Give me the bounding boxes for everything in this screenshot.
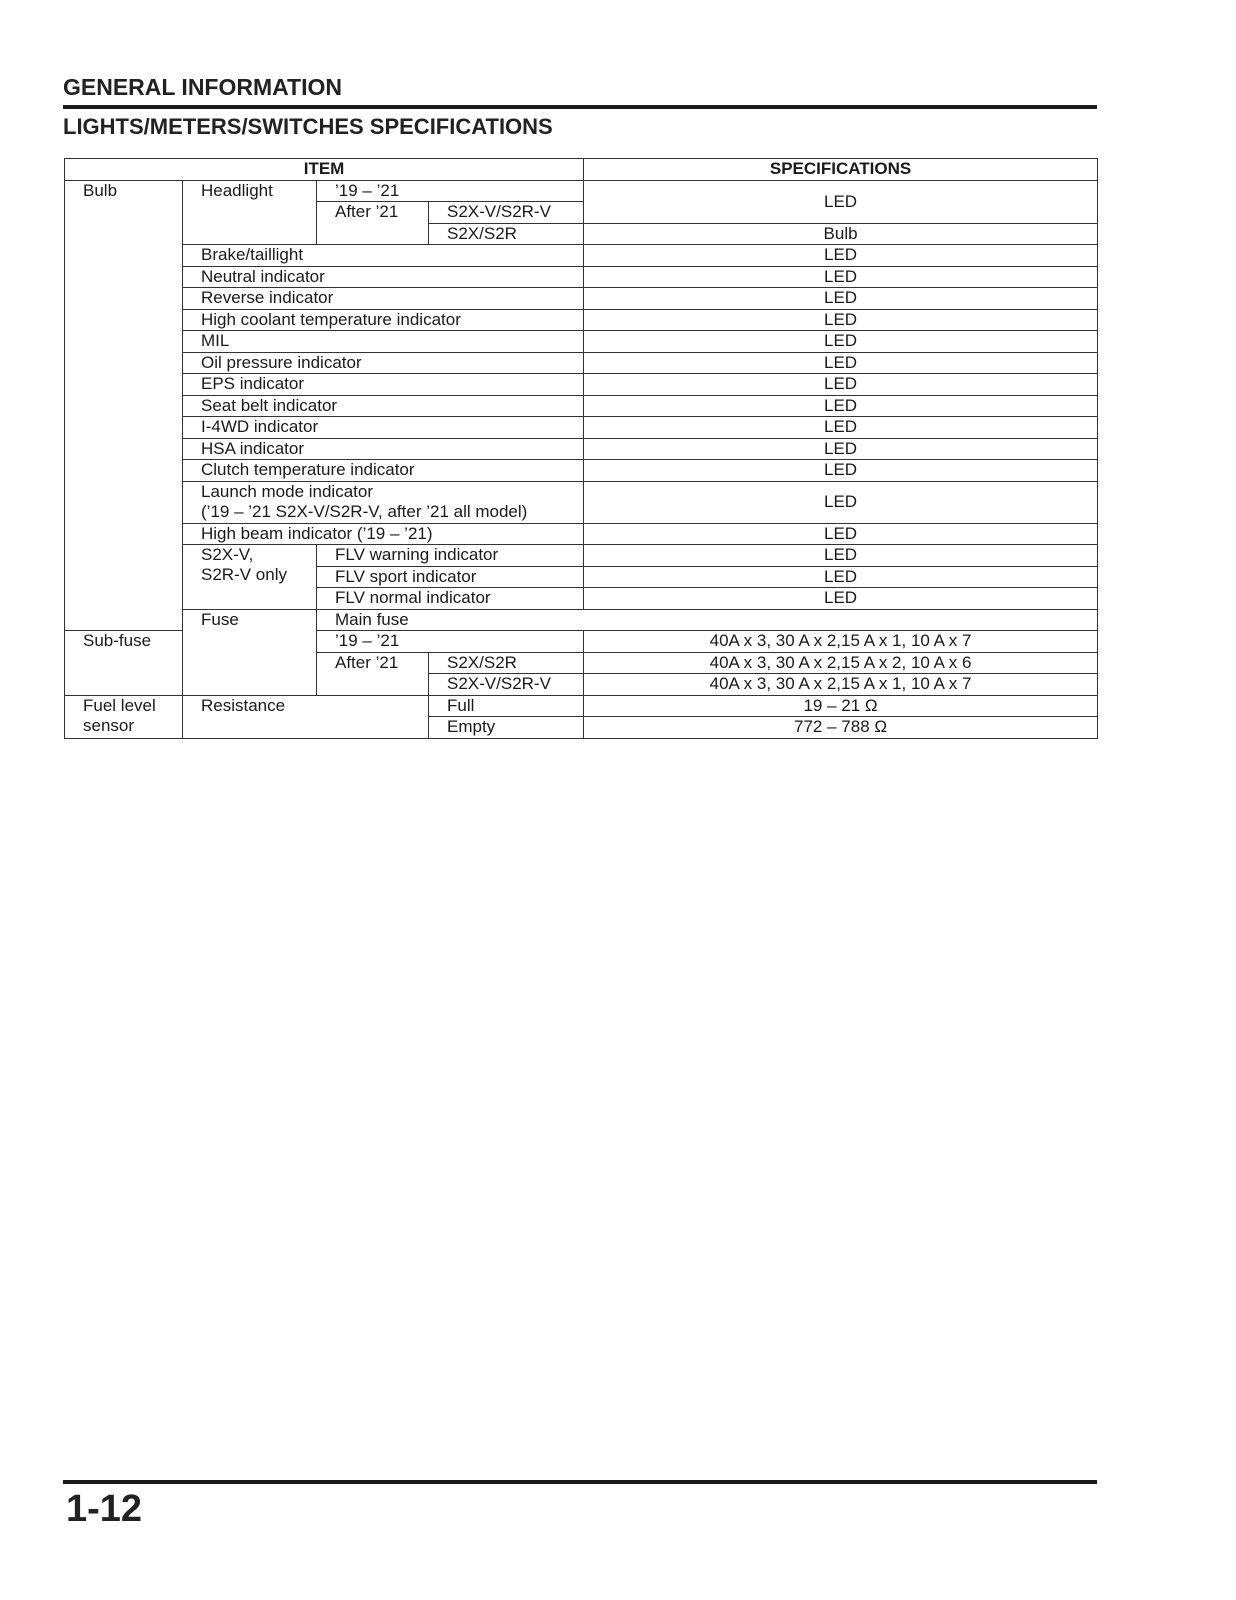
item-header: ITEM xyxy=(65,159,584,181)
item-neutral-indicator: Neutral indicator xyxy=(183,266,584,288)
spec-value: LED xyxy=(584,309,1098,331)
model-s2x-s2r: S2X/S2R xyxy=(429,652,584,674)
condition-empty: Empty xyxy=(429,717,584,739)
item-sub-fuse: Sub-fuse xyxy=(65,631,183,696)
item-launch-mode-indicator xyxy=(183,481,584,523)
variant-after-21: After ’21 xyxy=(317,202,429,245)
condition-full: Full xyxy=(429,695,584,717)
spec-headlight-bulb: Bulb xyxy=(584,223,1098,245)
launch-mode-label: Launch mode indicator xyxy=(201,481,374,501)
header-rule xyxy=(63,105,1097,109)
table-row xyxy=(65,374,1098,396)
spec-value: 40A x 3, 30 A x 2,15 A x 2, 10 A x 6 xyxy=(584,652,1098,674)
item-eps-indicator: EPS indicator xyxy=(183,374,584,396)
variant-after-21: After ’21 xyxy=(317,652,429,695)
spec-value: LED xyxy=(584,523,1098,545)
item-clutch-temperature-indicator: Clutch temperature indicator xyxy=(183,460,584,482)
model-s2xv-s2rv: S2X-V/S2R-V xyxy=(429,674,584,696)
launch-mode-note: (’19 – ’21 S2X-V/S2R-V, after ’21 all model) xyxy=(201,501,528,521)
s2xv-label: S2X-V, xyxy=(201,545,254,564)
spec-value: LED xyxy=(584,460,1098,482)
spec-value: LED xyxy=(584,417,1098,439)
spec-value: LED xyxy=(584,245,1098,267)
spec-value: LED xyxy=(584,288,1098,310)
item-i4wd-indicator: I-4WD indicator xyxy=(183,417,584,439)
table-header-row xyxy=(65,159,1098,181)
item-flv-warning-indicator: FLV warning indicator xyxy=(317,545,584,567)
spec-value: LED xyxy=(584,395,1098,417)
group-fuel-level-sensor xyxy=(65,695,183,738)
table-row xyxy=(65,438,1098,460)
spec-value: LED xyxy=(584,438,1098,460)
table-row xyxy=(65,523,1098,545)
item-flv-normal-indicator: FLV normal indicator xyxy=(317,588,584,610)
spec-value: LED xyxy=(584,374,1098,396)
table-row xyxy=(65,481,1098,523)
model-s2xv-s2rv: S2X-V/S2R-V xyxy=(429,202,584,224)
table-row xyxy=(65,695,1098,717)
s2rv-only-label: S2R-V only xyxy=(201,565,287,584)
item-oil-pressure-indicator: Oil pressure indicator xyxy=(183,352,584,374)
table-row xyxy=(65,609,1098,631)
section-title: GENERAL INFORMATION xyxy=(63,74,342,100)
item-coolant-indicator: High coolant temperature indicator xyxy=(183,309,584,331)
item-resistance: Resistance xyxy=(183,695,429,738)
table-row xyxy=(65,245,1098,267)
table-row xyxy=(65,395,1098,417)
item-brake-taillight: Brake/taillight xyxy=(183,245,584,267)
table-row xyxy=(65,545,1098,567)
page-number: 1-12 xyxy=(66,1488,143,1530)
spec-value: LED xyxy=(584,481,1098,523)
item-main-fuse: Main fuse xyxy=(317,609,1098,631)
spec-headlight-led: LED xyxy=(584,180,1098,223)
item-reverse-indicator: Reverse indicator xyxy=(183,288,584,310)
item-mil: MIL xyxy=(183,331,584,353)
spec-value: LED xyxy=(584,588,1098,610)
group-bulb: Bulb xyxy=(65,180,183,631)
item-flv-sport-indicator: FLV sport indicator xyxy=(317,566,584,588)
spec-value: LED xyxy=(584,266,1098,288)
page-subtitle: LIGHTS/METERS/SWITCHES SPECIFICATIONS xyxy=(63,114,553,139)
spec-value: 772 – 788 Ω xyxy=(584,717,1098,739)
table-row xyxy=(65,352,1098,374)
variant-19-21: ’19 – ’21 xyxy=(317,631,584,653)
fuel-level-label: Fuel level xyxy=(83,695,156,715)
spec-value: 19 – 21 Ω xyxy=(584,695,1098,717)
table-row xyxy=(65,417,1098,439)
spec-value: LED xyxy=(584,331,1098,353)
spec-value: LED xyxy=(584,566,1098,588)
model-s2x-s2r: S2X/S2R xyxy=(429,223,584,245)
table-row xyxy=(65,266,1098,288)
table-row xyxy=(65,288,1098,310)
table-row xyxy=(65,180,1098,202)
specifications-header: SPECIFICATIONS xyxy=(584,159,1098,181)
spec-value: LED xyxy=(584,545,1098,567)
item-s2xv-s2rv-only xyxy=(183,545,317,610)
spec-value: 40A x 3, 30 A x 2,15 A x 1, 10 A x 7 xyxy=(584,631,1098,653)
specifications-table xyxy=(64,158,1098,739)
spec-value: LED xyxy=(584,352,1098,374)
table-row xyxy=(65,460,1098,482)
item-hsa-indicator: HSA indicator xyxy=(183,438,584,460)
group-fuse: Fuse xyxy=(183,609,317,695)
sensor-label: sensor xyxy=(83,715,135,735)
item-high-beam-indicator: High beam indicator (’19 – ’21) xyxy=(183,523,584,545)
item-seat-belt-indicator: Seat belt indicator xyxy=(183,395,584,417)
footer-rule xyxy=(63,1480,1097,1484)
variant-19-21: ’19 – ’21 xyxy=(317,180,584,202)
item-headlight: Headlight xyxy=(183,180,317,245)
table-row xyxy=(65,331,1098,353)
table-row xyxy=(65,309,1098,331)
spec-value: 40A x 3, 30 A x 2,15 A x 1, 10 A x 7 xyxy=(584,674,1098,696)
